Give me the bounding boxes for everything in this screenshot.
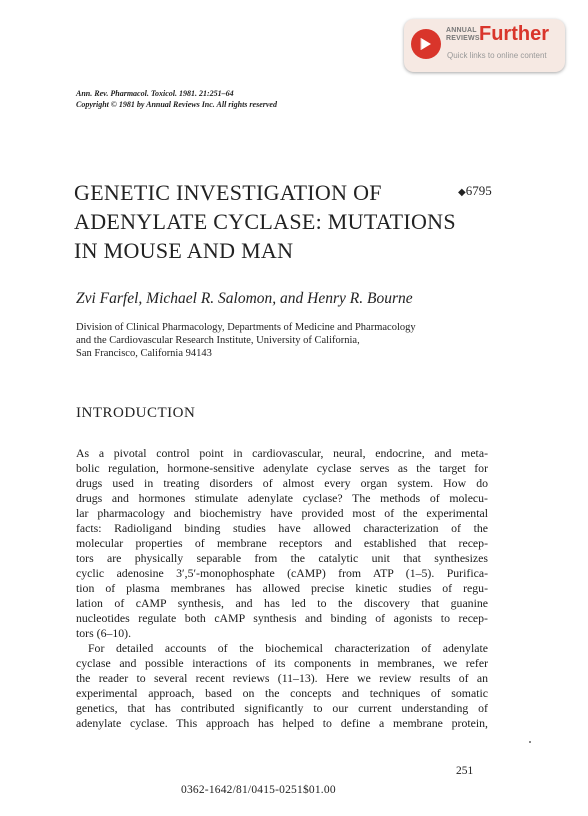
- text-line: nucleotides regulate both cAMP synthesis and binding of agonists to recep-: [76, 611, 488, 625]
- further-play-icon: [411, 29, 441, 59]
- text-line: adenylate cyclase. This approach has helped to define a membrane protein,: [76, 716, 488, 730]
- text-line: bolic regulation, hormone-sensitive adenylate cyclase serves as the target for: [76, 461, 488, 475]
- text-line: For detailed accounts of the biochemical characterization of adenylate: [88, 641, 488, 655]
- text-line: tion of plasma membranes has allowed precise kinetic studies of regu-: [76, 581, 488, 595]
- article-number: ◆6795: [458, 183, 492, 198]
- article-code: 0362-1642/81/0415-0251$01.00: [181, 784, 336, 796]
- text-line: cyclase and possible interactions of its components in membranes, we refer: [76, 656, 488, 670]
- text-line: the reader to several recent reviews (11–13). Here we review results of an: [76, 671, 488, 685]
- section-heading: INTRODUCTION: [76, 405, 196, 421]
- text-line: lation of cAMP synthesis, and has led to the discovery that guanine: [76, 596, 488, 610]
- affiliation-line: San Francisco, California 94143: [76, 348, 212, 359]
- page-number: 251: [456, 765, 474, 777]
- text-line: cyclic adenosine 3′,5′-monophosphate (cAMP) from ATP (1–5). Purifica-: [76, 566, 488, 580]
- text-line: drugs and hormones stimulate adenylate cyclase? The methods of molecu-: [76, 491, 488, 505]
- stray-mark: [529, 741, 531, 743]
- paragraph-1: [76, 446, 488, 641]
- text-line: facts: Radioligand binding studies have allowed characterization of the: [76, 521, 488, 535]
- quick-links-label: Quick links to online content: [447, 51, 547, 60]
- text-line: molecular properties of membrane receptors and established that recep-: [76, 536, 488, 550]
- authors: Zvi Farfel, Michael R. Salomon, and Henry R. Bourne: [76, 290, 413, 307]
- text-line: As a pivotal control point in cardiovascular, neural, endocrine, and meta-: [76, 446, 488, 460]
- text-line: tors are physically separable from the catalytic unit that synthesizes: [76, 551, 488, 565]
- diamond-icon: ◆: [458, 187, 466, 198]
- further-label: Further: [479, 23, 549, 45]
- article-title: [74, 178, 474, 265]
- copyright-line: Copyright © 1981 by Annual Reviews Inc. All rights reserved: [76, 100, 277, 109]
- affiliation-line: Division of Clinical Pharmacology, Departments of Medicine and Pharmacology: [76, 322, 416, 333]
- text-line: experimental approach, based on the concepts and techniques of somatic: [76, 686, 488, 700]
- text-line: tors (6–10).: [76, 626, 132, 640]
- text-line: lar pharmacology and biochemistry have provided most of the experimental: [76, 506, 488, 520]
- annual-reviews-logo-text: ANNUAL REVIEWS: [446, 27, 480, 42]
- paragraph-2: [76, 641, 488, 731]
- journal-citation: Ann. Rev. Pharmacol. Toxicol. 1981. 21:251–64: [76, 89, 234, 98]
- text-line: drugs used in treating disorders of almost every organ system. How do: [76, 476, 488, 490]
- text-line: genetics, that has contributed significantly to our current understanding of: [76, 701, 488, 715]
- affiliation-line: and the Cardiovascular Research Institute, University of California,: [76, 335, 360, 346]
- title-line: ADENYLATE CYCLASE: MUTATIONS: [74, 209, 456, 234]
- title-line: IN MOUSE AND MAN: [74, 238, 294, 263]
- affiliation: [76, 321, 416, 360]
- annual-reviews-further-badge[interactable]: [404, 19, 565, 72]
- title-line: GENETIC INVESTIGATION OF: [74, 180, 382, 205]
